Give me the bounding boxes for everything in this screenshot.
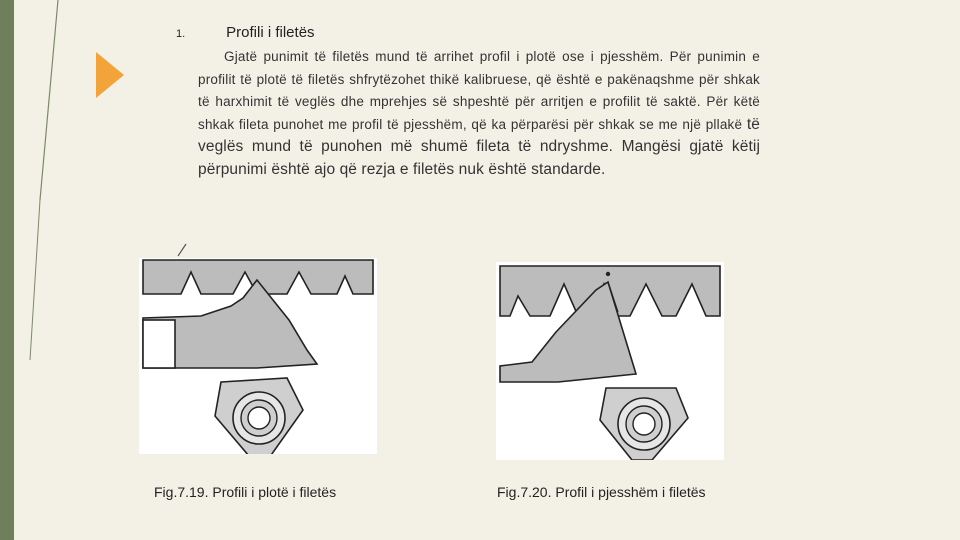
figure-full-thread-profile (139, 258, 377, 454)
paragraph-part-1: Gjatë punimit të filetës mund të arrihet profil i plotë ose i pjesshëm. Për punimin e profilit të plotë të filetës shfrytëzohet thikë kalibruese, që është e pakënaqshme për shkak të harxhimit të veglës dhe mprehjes së shpeshtë për arritjen e profilit të saktë. Për këtë shkak fileta punohet me profil të pjesshëm, që ka përparësi për shkak se me një pllakë (198, 49, 760, 132)
paragraph-part-2: të veglës mund të punohen më shumë fileta të ndryshme. Mangësi gjatë këtij përpunimi është ajo që rezja e filetës nuk është standarde. (198, 115, 760, 178)
arrow-tab-icon (96, 52, 126, 98)
heading-number: 1. (176, 28, 186, 40)
body-paragraph (198, 46, 760, 182)
figure-caption-1: Fig.7.19. Profili i plotë i filetës (154, 484, 337, 500)
section-heading (176, 24, 315, 41)
figure-caption-2: Fig.7.20. Profil i pjesshëm i filetës (497, 484, 706, 500)
heading-title: Profili i filetës (226, 24, 315, 41)
figure-partial-thread-profile (496, 262, 724, 460)
